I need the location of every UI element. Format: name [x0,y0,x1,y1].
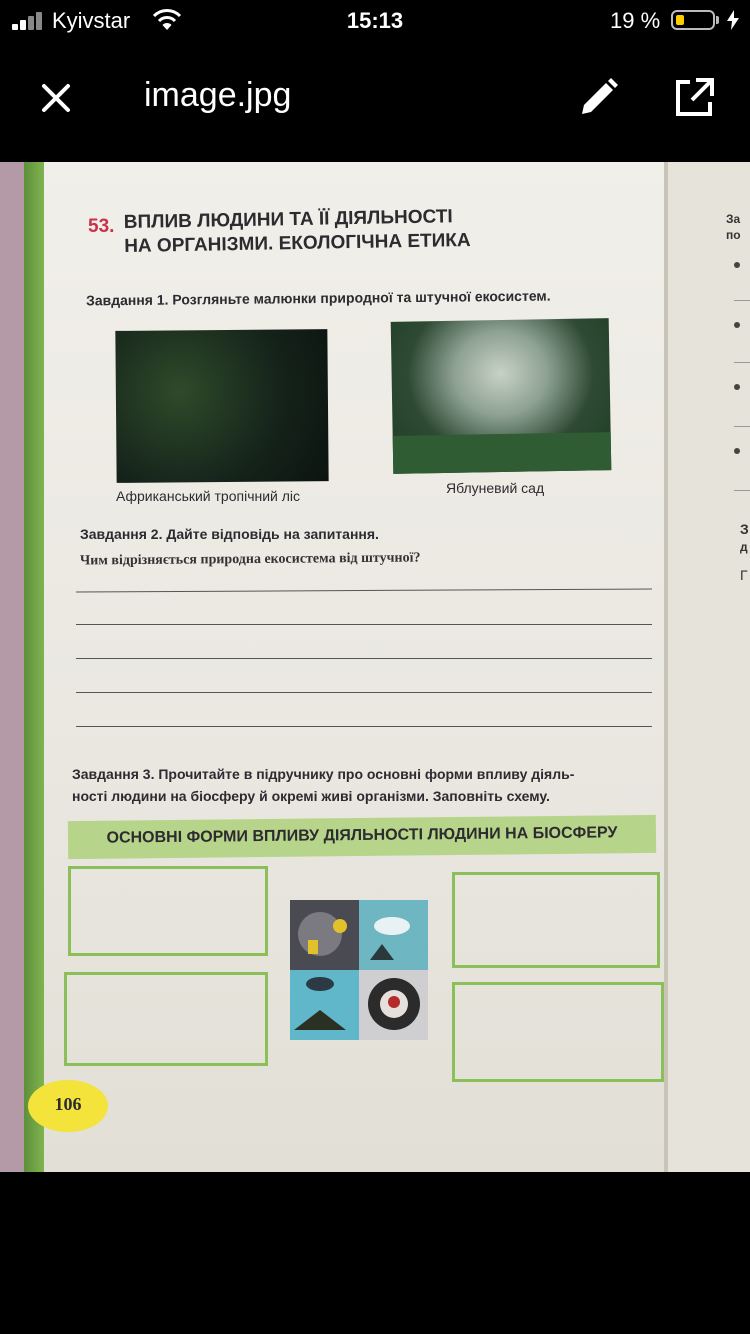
task-2-question: Чим відрізняється природна екосистема від штучної? [79,550,421,569]
adjacent-page-text: д [740,540,748,554]
charging-bolt-icon [726,10,740,30]
answer-line [76,658,652,659]
lesson-number: 53. [88,216,115,237]
answer-line [76,692,652,693]
schema-answer-box [64,972,268,1066]
task-1-text: Завдання 1. Розгляньте малюнки природної та штучної екосистем. [85,287,551,309]
task-3-text-line2: ності людини на біосферу й окремі живі організми. Заповніть схему. [72,788,550,804]
bullet-dot [734,262,740,268]
clock: 15:13 [346,8,404,33]
adjacent-page-text: по [726,228,741,242]
bullet-dot [734,322,740,328]
image2-caption: Яблуневий сад [446,480,545,496]
viewer-header [0,42,750,162]
answer-line [734,300,750,301]
page-number-badge [28,1080,108,1132]
pollution-collage-illustration [290,900,428,1040]
page-number: 106 [54,1094,82,1114]
edit-pencil-icon[interactable] [576,76,620,120]
task-3-text-line1: Завдання 3. Прочитайте в підручнику про основні форми впливу діяль- [72,766,575,782]
battery-icon [671,10,715,30]
battery-tip [716,16,719,24]
schema-title: ОСНОВНІ ФОРМИ ВПЛИВУ ДІЯЛЬНОСТІ ЛЮДИНИ НА БІОСФЕРУ [106,824,618,847]
answer-line [76,726,652,727]
schema-answer-box [68,866,268,956]
lesson-title [124,205,471,259]
carrier-name: Kyivstar [52,8,131,33]
image1-caption: Африканський тропічний ліс [116,488,301,504]
adjacent-page-text: За [726,212,741,226]
schema-answer-box [452,872,660,968]
apple-orchard-photo [391,318,612,474]
status-bar [0,0,750,42]
adjacent-page-text: Г [740,567,748,583]
battery-percent: 19 % [610,8,661,33]
open-external-icon[interactable] [672,76,716,120]
bullet-dot [734,448,740,454]
close-icon[interactable] [38,80,74,116]
answer-line [734,362,750,363]
task-2-text: Завдання 2. Дайте відповідь на запитання. [80,526,379,542]
tropical-forest-photo [115,329,328,483]
answer-line [76,624,652,625]
schema-title-bar [68,815,656,859]
photo-viewport[interactable] [0,162,750,1172]
answer-line [734,426,750,427]
adjacent-page [668,162,750,1172]
file-name-title: image.jpg [144,76,292,114]
schema-answer-box [452,982,664,1082]
answer-line [734,490,750,491]
lesson-title-line: ВПЛИВ ЛЮДИНИ ТА ЇЇ ДІЯЛЬНОСТІ [123,206,453,234]
lesson-title-line: НА ОРГАНІЗМИ. ЕКОЛОГІЧНА ЕТИКА [124,229,471,258]
bullet-dot [734,384,740,390]
adjacent-page-text: З [740,521,749,537]
collage-icons [290,900,428,1040]
